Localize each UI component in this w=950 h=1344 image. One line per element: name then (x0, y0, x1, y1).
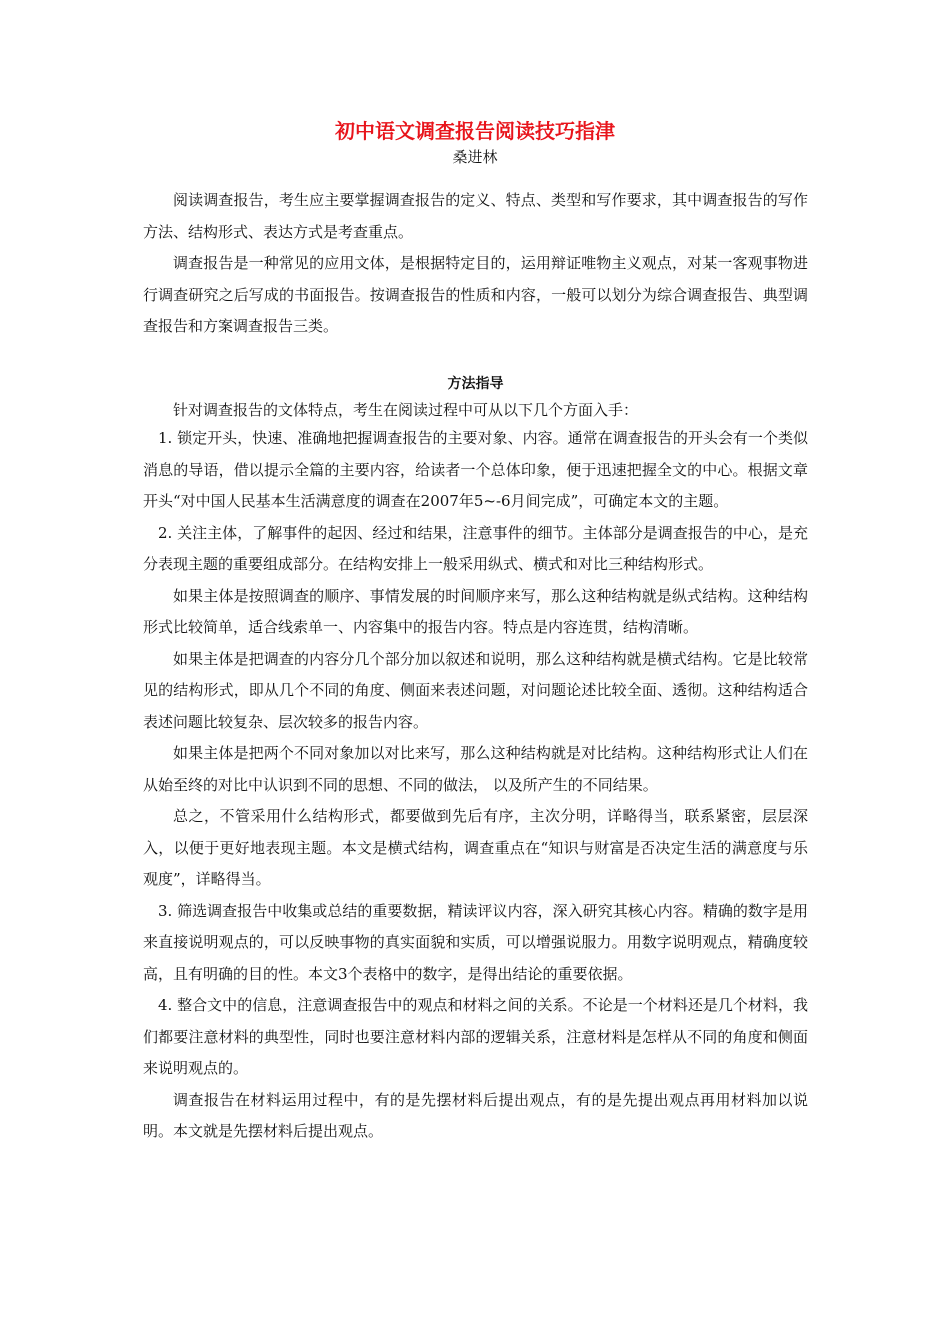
author-name: 桑进林 (452, 148, 498, 166)
method-paragraph: 如果主体是把两个不同对象加以对比来写，那么这种结构就是对比结构。这种结构形式让人们在从始至终的对比中认识到不同的思想、不同的做法， 以及所产生的不同结果。 (143, 744, 808, 794)
method-point-2: 2. 关注主体，了解事件的起因、经过和结果，注意事件的细节。主体部分是调查报告的中心，是充分表现主题的重要组成部分。在结构安排上一般采用纵式、横式和对比三种结构形式。 (143, 523, 808, 573)
intro-paragraph: 阅读调查报告，考生应主要掌握调查报告的定义、特点、类型和写作要求，其中调查报告的写作方法、结构形式、表达方式是考查重点。 (143, 191, 808, 241)
method-section (143, 371, 808, 1148)
method-paragraph: 调查报告在材料运用过程中，有的是先摆材料后提出观点，有的是先提出观点再用材料加以说明。本文就是先摆材料后提出观点。 (143, 1090, 808, 1140)
method-paragraph: 总之，不管采用什么结构形式，都要做到先后有序，主次分明，详略得当，联系紧密，层层深入，以便于更好地表现主题。本文是横式结构，调查重点在“知识与财富是否决定生活的满意度与乐观度”，详略得当。 (143, 807, 808, 888)
method-lead: 针对调查报告的文体特点，考生在阅读过程中可从以下几个方面入手： (173, 401, 639, 419)
method-point-4: 4. 整合文中的信息，注意调查报告中的观点和材料之间的关系。不论是一个材料还是几个材料，我们都要注意材料的典型性，同时也要注意材料内部的逻辑关系，注意材料是怎样从不同的角度和侧面来说明观点的。 (143, 996, 808, 1077)
method-point-3: 3. 筛选调查报告中收集或总结的重要数据，精读评议内容，深入研究其核心内容。精确的数字是用来直接说明观点的，可以反映事物的真实面貌和实质，可以增强说服力。用数字说明观点，精确度较高，且有明确的目的性。本文3个表格中的数字，是得出结论的重要依据。 (143, 901, 808, 983)
intro-section (143, 185, 808, 343)
intro-paragraph: 调查报告是一种常见的应用文体，是根据特定目的，运用辩证唯物主义观点，对某一客观事物进行调查研究之后写成的书面报告。按调查报告的性质和内容，一般可以划分为综合调查报告、典型调查报告和方案调查报告三类。 (143, 254, 808, 335)
document-title: 初中语文调查报告阅读技巧指津 (335, 119, 615, 143)
method-point-1: 1. 锁定开头，快速、准确地把握调查报告的主要对象、内容。通常在调查报告的开头会有一个类似消息的导语，借以提示全篇的主要内容，给读者一个总体印象，便于迅速把握全文的中心。根据文章开头“对中国人民基本生活满意度的调查在2007年5~-6月间完成”，可确定本文的主题。 (143, 429, 808, 510)
method-paragraph: 如果主体是按照调查的顺序、事情发展的时间顺序来写，那么这种结构就是纵式结构。这种结构形式比较简单，适合线索单一、内容集中的报告内容。特点是内容连贯，结构清晰。 (143, 586, 808, 636)
section-heading: 方法指导 (447, 376, 504, 392)
method-paragraph: 如果主体是把调查的内容分几个部分加以叙述和说明，那么这种结构就是横式结构。它是比较常见的结构形式，即从几个不同的角度、侧面来表述问题，对问题论述比较全面、透彻。这种结构适合表述问题比较复杂、层次较多的报告内容。 (143, 649, 808, 731)
